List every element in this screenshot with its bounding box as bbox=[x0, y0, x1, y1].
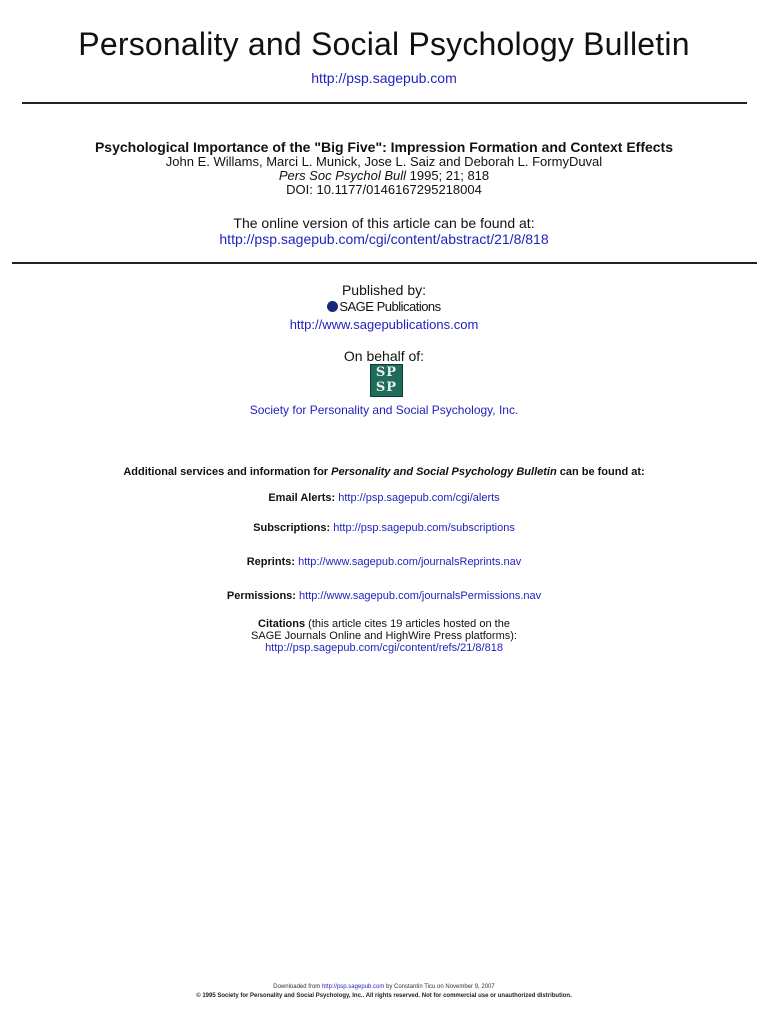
citations-label: Citations bbox=[258, 618, 306, 630]
email-alerts-link[interactable]: http://psp.sagepub.com/cgi/alerts bbox=[338, 492, 500, 504]
publisher-url-container bbox=[0, 317, 768, 332]
published-by-label: Published by: bbox=[341, 282, 427, 298]
sage-logo-text: SAGE Publications bbox=[339, 299, 441, 314]
reprints-row bbox=[0, 556, 768, 568]
reprints-label: Reprints: bbox=[246, 556, 296, 568]
society-container bbox=[0, 403, 768, 417]
citation-details: 1995; 21; 818 bbox=[406, 168, 490, 183]
subscriptions-row bbox=[0, 522, 768, 534]
online-version-label: The online version of this article can be found at: bbox=[233, 215, 535, 231]
journal-title: Personality and Social Psychology Bulletin bbox=[78, 26, 690, 62]
middle-divider bbox=[12, 262, 757, 264]
spsp-logo-line1: SP bbox=[375, 365, 398, 380]
citations-text1: (this article cites 19 articles hosted on the bbox=[305, 618, 510, 630]
citations-link[interactable]: http://psp.sagepub.com/cgi/content/refs/21/8/818 bbox=[265, 642, 503, 654]
publisher-url-link[interactable]: http://www.sagepublications.com bbox=[289, 317, 479, 332]
subscriptions-label: Subscriptions: bbox=[253, 522, 331, 534]
citations-line2: SAGE Journals Online and HighWire Press platforms): bbox=[251, 630, 517, 642]
online-version-container bbox=[0, 231, 768, 247]
reprints-link[interactable]: http://www.sagepub.com/journalsReprints.nav bbox=[298, 556, 522, 568]
article-citation bbox=[0, 168, 768, 183]
permissions-label: Permissions: bbox=[226, 590, 296, 602]
sage-logo-icon bbox=[327, 301, 338, 312]
sage-logo bbox=[0, 299, 768, 314]
permissions-row bbox=[0, 590, 768, 602]
article-authors: John E. Willams, Marci L. Munick, Jose L. Saiz and Deborah L. FormyDuval bbox=[165, 154, 603, 169]
article-title: Psychological Importance of the "Big Five": Impression Formation and Context Effects bbox=[94, 139, 674, 155]
subscriptions-link[interactable]: http://psp.sagepub.com/subscriptions bbox=[333, 522, 515, 534]
on-behalf-label: On behalf of: bbox=[343, 348, 425, 364]
email-alerts-row bbox=[0, 492, 768, 504]
download-prefix: Downloaded from bbox=[273, 984, 322, 990]
additional-suffix: can be found at: bbox=[556, 466, 645, 478]
spsp-logo bbox=[370, 364, 403, 397]
additional-services-heading bbox=[0, 466, 768, 478]
journal-url-link[interactable]: http://psp.sagepub.com bbox=[311, 70, 457, 86]
permissions-link[interactable]: http://www.sagepub.com/journalsPermissions.nav bbox=[299, 590, 542, 602]
download-url-link[interactable]: http://psp.sagepub.com bbox=[321, 984, 385, 990]
spsp-logo-line2: SP bbox=[375, 380, 398, 395]
top-divider bbox=[22, 102, 747, 104]
additional-journal: Personality and Social Psychology Bulletin bbox=[331, 466, 557, 478]
citations-url-container bbox=[0, 642, 768, 654]
download-notice bbox=[0, 984, 768, 990]
download-suffix: by Constantin Ticu on November 9, 2007 bbox=[384, 984, 495, 990]
email-alerts-label: Email Alerts: bbox=[268, 492, 336, 504]
copyright-notice: © 1995 Society for Personality and Social Psychology, Inc.. All rights reserved. Not for commercial use or unauthorized distribution. bbox=[196, 993, 572, 999]
online-version-link[interactable]: http://psp.sagepub.com/cgi/content/abstract/21/8/818 bbox=[219, 231, 549, 247]
journal-url-container bbox=[0, 70, 768, 86]
society-link[interactable]: Society for Personality and Social Psychology, Inc. bbox=[249, 403, 519, 417]
additional-prefix: Additional services and information for bbox=[123, 466, 332, 478]
citations-line1 bbox=[0, 618, 768, 630]
article-doi: DOI: 10.1177/0146167295218004 bbox=[286, 182, 482, 197]
citation-journal: Pers Soc Psychol Bull bbox=[278, 168, 407, 183]
